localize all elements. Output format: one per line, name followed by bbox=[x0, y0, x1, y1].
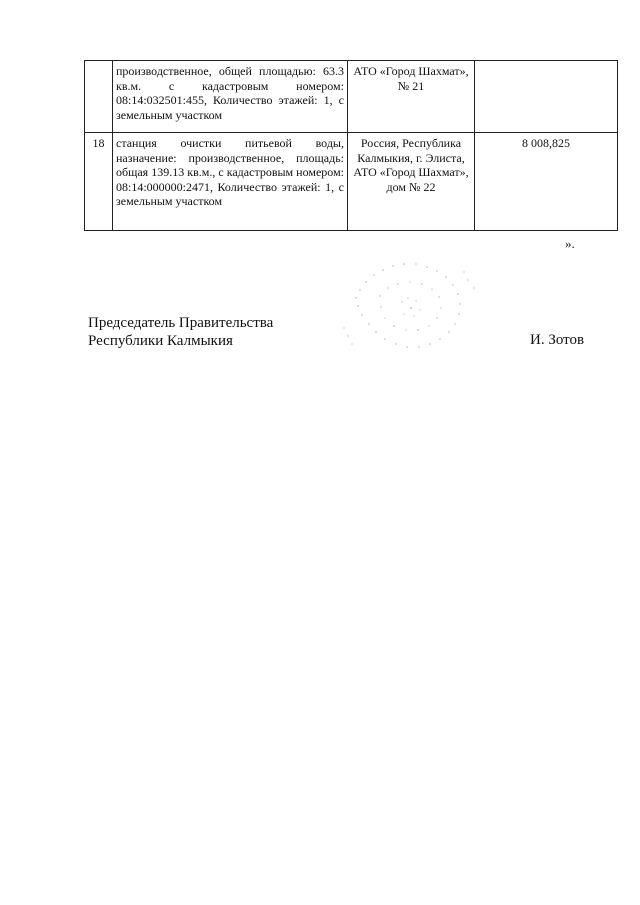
property-description: станция очистки питьевой воды, назначение: производственное, площадь: общая 139.13 кв.м., с кадастровым номером: 08:14:000000:2471, Количество этажей: 1, с земельным участком bbox=[113, 133, 348, 231]
position-line: Председатель Правительства bbox=[88, 315, 274, 331]
property-value: 8 008,825 bbox=[475, 133, 618, 231]
table-row bbox=[85, 61, 618, 133]
signature-position bbox=[88, 314, 273, 350]
property-address: АТО «Город Шахмат», № 21 bbox=[348, 61, 475, 133]
signer-name: И. Зотов bbox=[530, 332, 585, 348]
closing-quote: ». bbox=[565, 236, 575, 251]
official-stamp bbox=[336, 258, 486, 358]
row-number bbox=[85, 61, 113, 133]
property-address: Россия, Республика Калмыкия, г. Элиста, АТО «Город Шахмат», дом № 22 bbox=[348, 133, 475, 231]
property-table bbox=[84, 60, 618, 231]
property-value bbox=[475, 61, 618, 133]
table-row bbox=[85, 133, 618, 231]
row-number: 18 bbox=[85, 133, 113, 231]
position-line: Республики Калмыкия bbox=[88, 333, 233, 349]
property-description: производственное, общей площадью: 63.3 кв.м. с кадастровым номером: 08:14:032501:455, Количество этажей: 1, с земельным участком bbox=[113, 61, 348, 133]
